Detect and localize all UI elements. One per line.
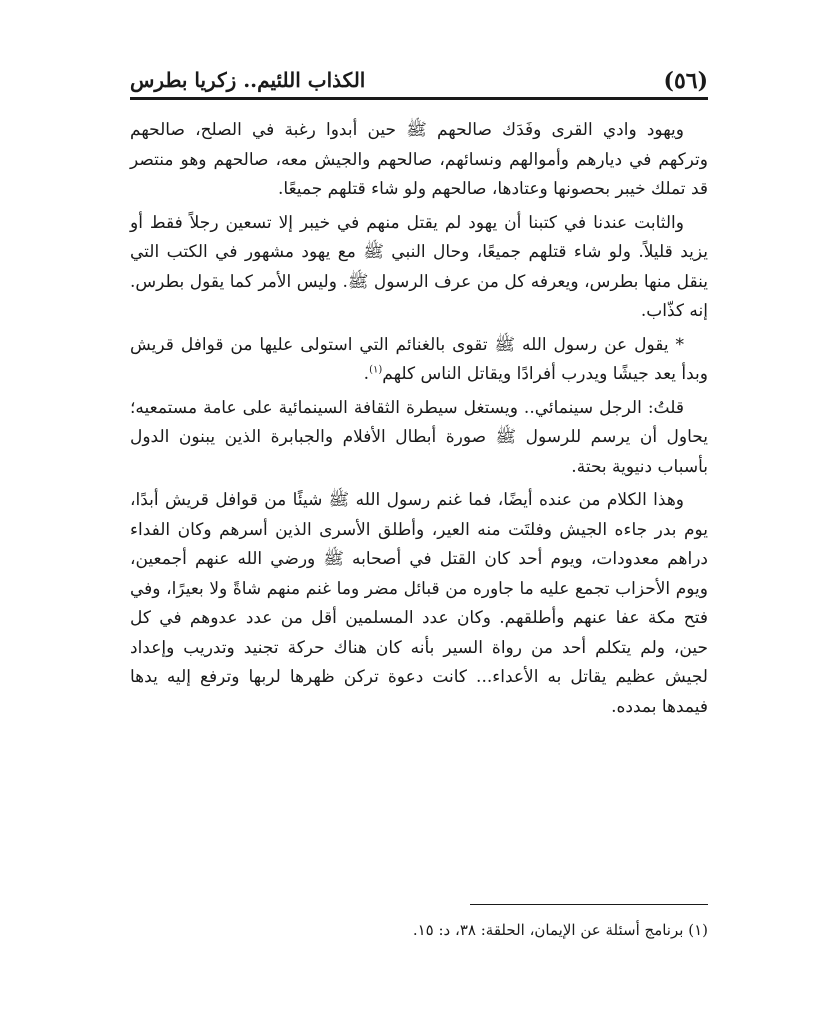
paragraph: وهذا الكلام من عنده أيضًا، فما غنم رسول الله ﷺ شيئًا من قوافل قريش أبدًا، يوم بدر جاءه الجيش وفلتَت منه العير، وأطلق الأسرى الذين أسرهم وكان الفداء دراهم معدودات، ويوم أحد كان القتل في أصحابه ﷺ ورضي الله عنهم أجمعين، ويوم الأحزاب تجمع عليه ما جاوره من قبائل مضر وما غنم منهم شاةً ولا بعيرًا، وفي فتح مكة عفا عنهم وأطلقهم. وكان عدد المسلمين أقل من عدد عدوهم في كل حين، ولم يتكلم أحد من رواة السير بأنه كان هناك حركة تجنيد وتدريب وإعداد لجيش عظيم يقاتل به الأعداء... كانت دعوة تركن ظهرها لربها وترفع إليه يدها فيمدها بمدده. — [130, 490, 708, 717]
paragraph: * يقول عن رسول الله ﷺ تقوى بالغنائم التي استولى عليها من قوافل قريش وبدأ يعد جيشًا ويدرب أفرادًا ويقاتل الناس كلهم$^{(١)}$. — [130, 334, 708, 384]
footnote-text: برنامج أسئلة عن الإيمان، الحلقة: ٣٨، د: ١٥. — [412, 921, 684, 939]
paragraph — [130, 209, 708, 327]
paragraph: ويهود وادي القرى وفَدَك صالحهم ﷺ حين أبدوا رغبة في الصلح، صالحهم وتركهم في ديارهم وأموالهم ونسائهم، صالحهم والجيش معه، صالحهم وهو منتصر قد تملك خيبر بحصونها وعتادها، صالحهم ولو شاء قتلهم جميعًا. — [130, 120, 708, 199]
paragraph: قلتُ: الرجل سينمائي.. ويستغل سيطرة الثقافة السينمائية على عامة مستمعيه؛ يحاول أن يرسم للرسول ﷺ صورة أبطال الأفلام والجبابرة الذين يبنون الدول بأسباب دنيوية بحتة. — [130, 397, 708, 477]
paragraph-text: والثابت عندنا في كتبنا أن يهود لم يقتل منهم في خيبر إلا تسعين رجلاً فقط أو يزيد قليلاً. ولو شاء قتلهم جميعًا، وحال النبي ﷺ مع يهود مشهور في الكتب التي ينقل منها بطرس، ويعرفه كل من عرف الرسول ﷺ. وليس الأمر كما يقول بطرس. إنه كذّاب. — [130, 212, 708, 321]
footnote-rule — [470, 904, 708, 905]
page-header — [130, 64, 708, 98]
page-number: (٥٦) — [663, 68, 708, 94]
footnote-number: (١) — [688, 921, 708, 939]
header-rule — [130, 97, 708, 100]
running-title: الكذاب اللئيم.. زكريا بطرس — [130, 68, 366, 92]
paragraph-text: * يقول عن رسول الله ﷺ تقوى بالغنائم التي استولى عليها من قوافل قريش وبدأ يعد جيشًا ويدرب أفرادًا ويقاتل الناس كلهم — [130, 334, 708, 384]
footnote-marker: (١) — [369, 364, 383, 376]
footnote — [130, 918, 708, 942]
body-text — [130, 116, 708, 726]
